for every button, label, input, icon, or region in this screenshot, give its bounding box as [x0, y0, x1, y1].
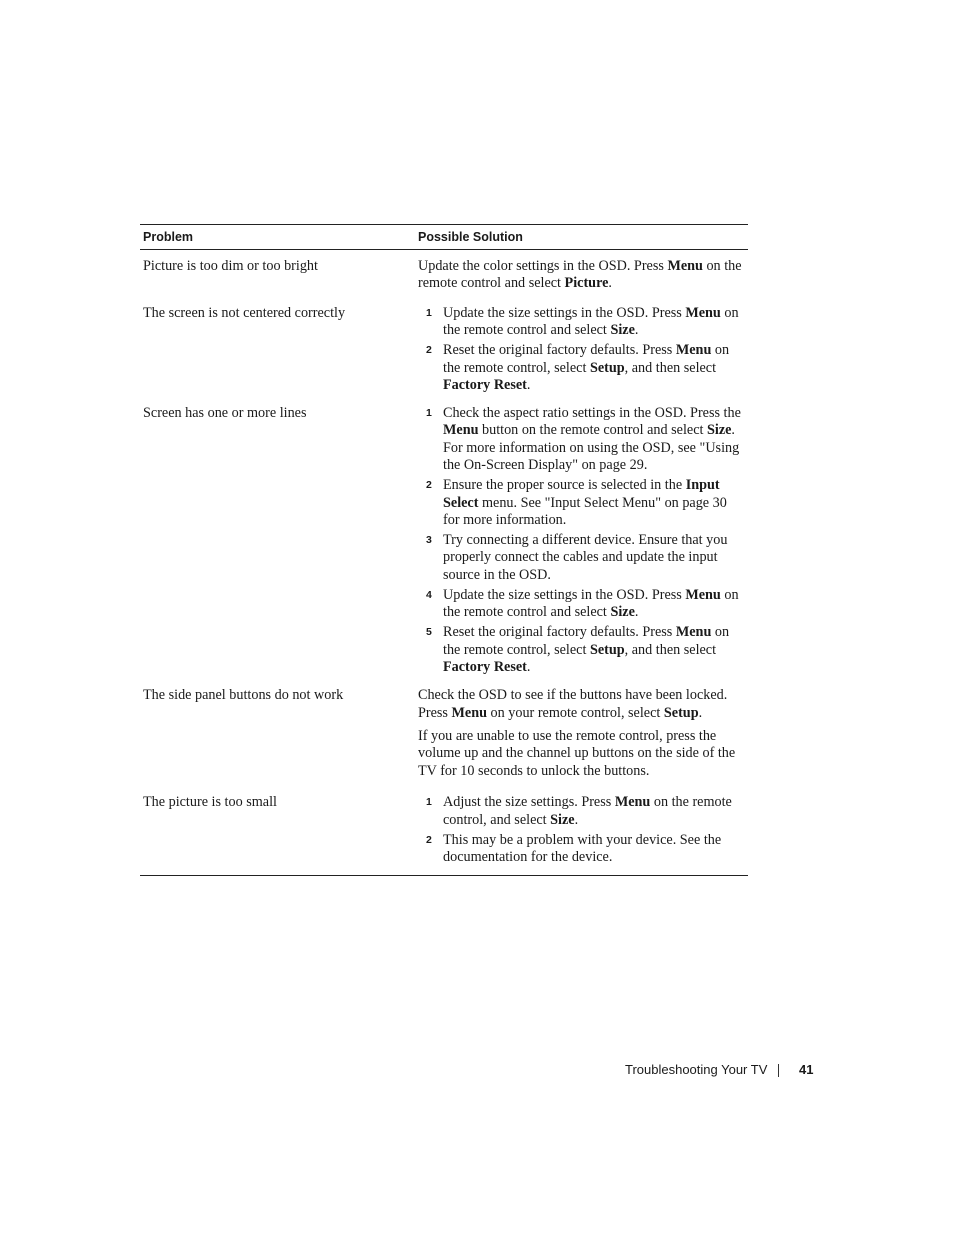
solution-step [418, 342, 742, 394]
text-run: . [634, 322, 639, 339]
solution-step [418, 305, 742, 340]
text-run: menu. See "Input Select Menu" on page 30 for more information. [443, 494, 727, 529]
ui-term: Setup [663, 704, 699, 721]
ui-term: Size [550, 811, 575, 828]
step-text [443, 342, 742, 394]
solution-steps [418, 794, 742, 866]
step-text [443, 532, 742, 584]
ui-term: Setup [589, 359, 625, 376]
solution-paragraph [418, 687, 742, 722]
ui-term: Menu [451, 704, 487, 721]
step-text [443, 794, 742, 829]
ui-term: Setup [589, 641, 625, 658]
text-run: , and then select [624, 359, 717, 376]
problem-cell: The side panel buttons do not work [143, 687, 344, 704]
text-run: on the remote control and select [418, 258, 742, 292]
text-run: on the remote control, select [443, 342, 730, 376]
step-text [443, 405, 742, 475]
text-run: , and then select [624, 641, 717, 658]
step-number: 5 [426, 626, 432, 639]
text-run: . [526, 377, 531, 394]
footer-section-title: Troubleshooting Your TV [625, 1062, 768, 1077]
step-text [443, 832, 742, 867]
text-run: on the remote control, and select [443, 794, 732, 828]
solution-cell [418, 687, 748, 786]
text-run: on the remote control, select [443, 624, 730, 658]
table-body [140, 250, 748, 875]
problem-cell: Screen has one or more lines [143, 405, 307, 422]
step-text [443, 477, 742, 529]
solution-step [418, 405, 742, 475]
text-run: Check the OSD to see if the buttons have been locked. Press [418, 687, 728, 721]
text-run: on your remote control, select [486, 704, 664, 721]
ui-term: Menu [675, 624, 712, 641]
text-run: button on the remote control and select [478, 422, 707, 439]
text-run: . For more information on using the OSD, see "Using the On-Screen Display" on page 29. [443, 422, 740, 474]
text-run: Ensure the proper source is selected in the [443, 477, 686, 494]
step-number: 3 [426, 534, 432, 547]
footer-separator [778, 1064, 779, 1077]
solution-steps [418, 405, 742, 676]
text-run: Update the size settings in the OSD. Press [443, 586, 686, 603]
problem-cell: The screen is not centered correctly [143, 304, 346, 321]
step-text [443, 305, 742, 340]
solution-step [418, 624, 742, 676]
ui-term: Menu [685, 586, 721, 603]
table-row [140, 679, 748, 786]
solution-step [418, 477, 742, 529]
problem-cell: The picture is too small [143, 794, 277, 811]
table-row [140, 786, 748, 869]
text-run: Reset the original factory defaults. Press [443, 624, 676, 641]
solution-paragraph [418, 258, 742, 293]
step-text [443, 587, 742, 622]
text-run: on the remote control and select [443, 304, 739, 339]
ui-term: Factory Reset [443, 377, 527, 394]
text-run: . [526, 659, 531, 676]
text-run: . [608, 275, 612, 292]
text-run: Update the color settings in the OSD. Press [418, 258, 668, 274]
text-run: Check the aspect ratio settings in the OSD. Press the [443, 405, 741, 422]
solution-step [418, 832, 742, 867]
text-run: . [634, 604, 639, 621]
page-footer [0, 1060, 954, 1080]
table-row [140, 250, 748, 299]
text-run: on the remote control and select [443, 586, 739, 621]
solution-cell [418, 405, 748, 679]
ui-term: Menu [443, 422, 479, 439]
step-number: 2 [426, 344, 432, 357]
solution-cell [418, 794, 748, 869]
solution-cell [418, 258, 748, 299]
solution-step [418, 532, 742, 584]
step-number: 1 [426, 306, 432, 319]
ui-term: Menu [614, 794, 651, 811]
ui-term: Size [610, 322, 635, 339]
table-row [140, 299, 748, 397]
table-header [140, 225, 748, 250]
text-run: Adjust the size settings. Press [443, 794, 615, 811]
page-number: 41 [799, 1062, 814, 1077]
header-problem: Problem [143, 230, 194, 244]
solution-step [418, 587, 742, 622]
ui-term: Menu [667, 258, 703, 274]
troubleshooting-table [140, 224, 748, 876]
step-number: 4 [426, 588, 432, 601]
solution-cell [418, 305, 748, 397]
step-number: 1 [426, 796, 432, 809]
step-text [443, 624, 742, 676]
step-number: 2 [426, 479, 432, 492]
step-number: 2 [426, 833, 432, 846]
ui-term: Size [706, 422, 732, 439]
ui-term: Input Select [443, 477, 720, 511]
table-row [140, 397, 748, 679]
ui-term: Factory Reset [443, 659, 527, 676]
text-run: If you are unable to use the remote control, press the volume up and the channel up buttons on the side of the TV for 10 seconds to unlock the buttons. [418, 727, 736, 779]
solution-steps [418, 305, 742, 395]
text-run: . [698, 704, 703, 721]
text-run: . [574, 811, 579, 828]
problem-cell: Picture is too dim or too bright [143, 258, 318, 274]
text-run: Try connecting a different device. Ensure that you properly connect the cables and update the input source in the OSD. [443, 532, 728, 583]
solution-step [418, 794, 742, 829]
solution-paragraph [418, 728, 742, 780]
ui-term: Size [610, 604, 635, 621]
header-solution: Possible Solution [418, 230, 523, 244]
text-run: Update the size settings in the OSD. Press [443, 304, 686, 321]
ui-term: Picture [564, 275, 609, 292]
ui-term: Menu [675, 342, 712, 359]
ui-term: Menu [685, 304, 721, 321]
step-number: 1 [426, 407, 432, 420]
text-run: Reset the original factory defaults. Press [443, 342, 676, 359]
text-run: This may be a problem with your device. See the documentation for the device. [443, 831, 722, 865]
